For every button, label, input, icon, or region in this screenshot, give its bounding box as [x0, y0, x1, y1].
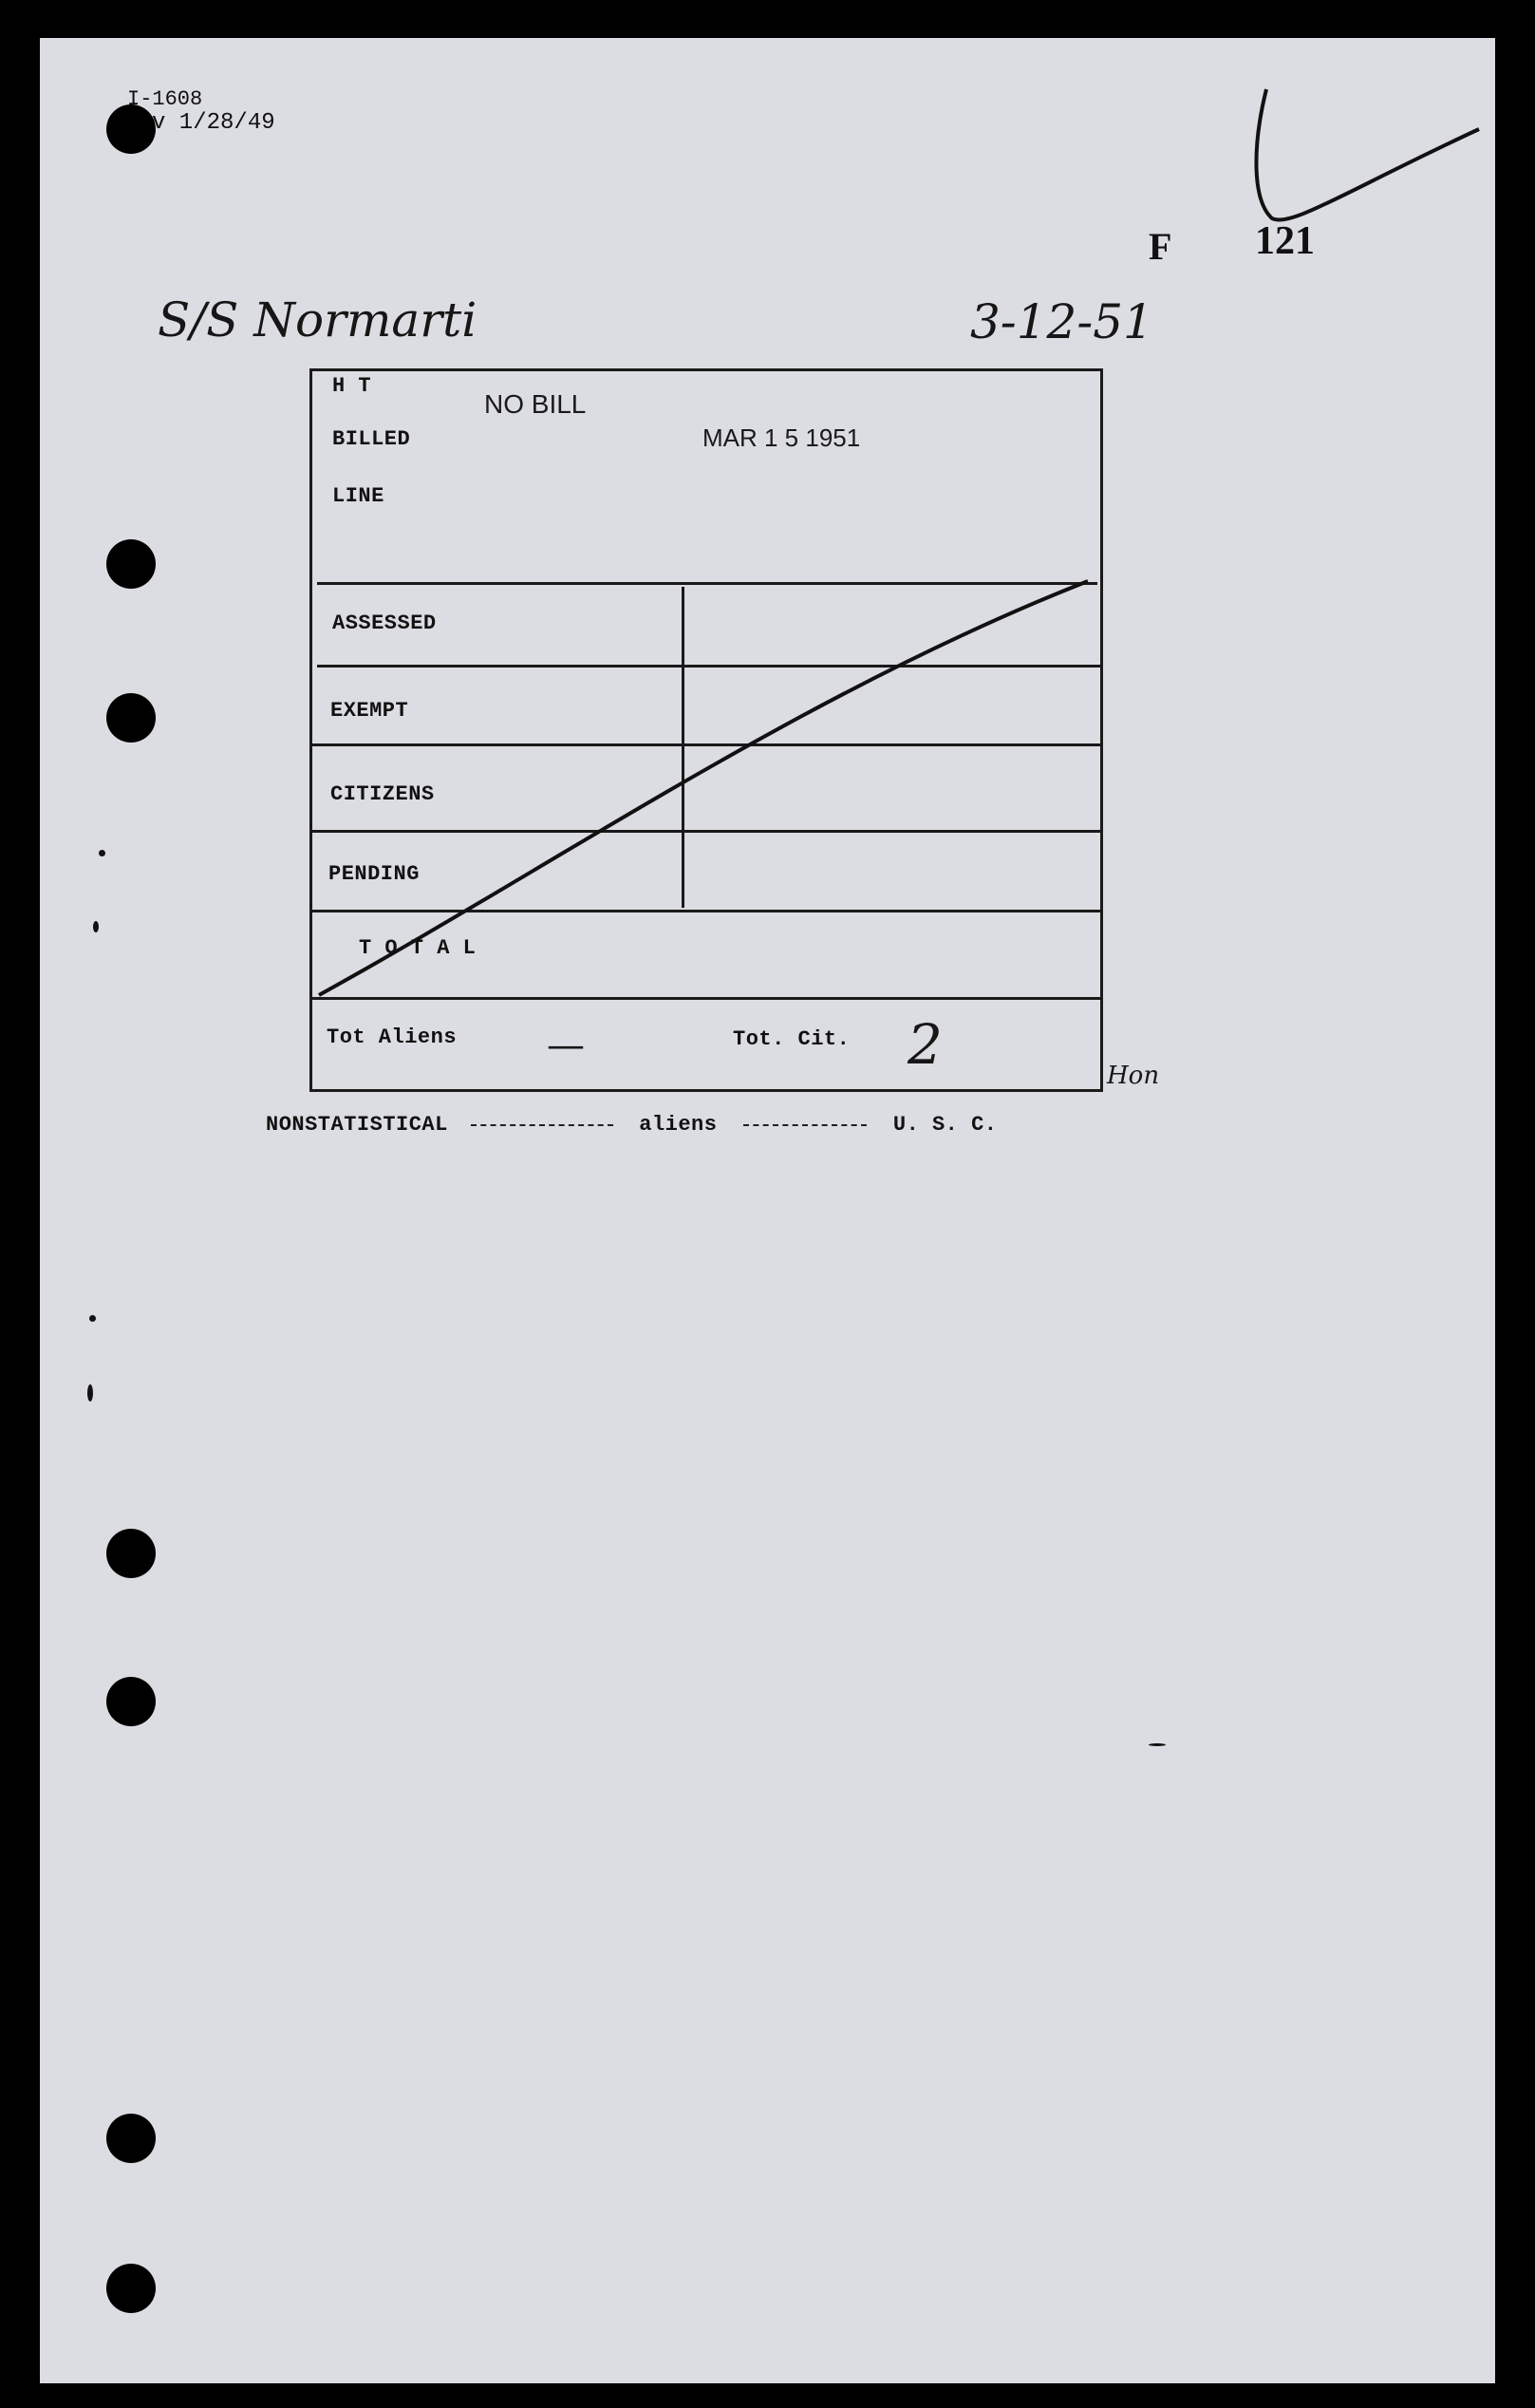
nonstatistical-label: NONSTATISTICAL	[266, 1113, 448, 1137]
nonstatistical-line	[266, 1113, 998, 1137]
no-bill-stamp: NO BILL	[484, 389, 587, 419]
form-number: I-1608	[127, 87, 203, 111]
row-label-pending: PENDING	[328, 862, 420, 886]
nonstatistical-usc-blank	[743, 1123, 867, 1126]
page-number: 121	[1255, 219, 1315, 263]
speck	[87, 1384, 93, 1402]
speck	[89, 1315, 96, 1322]
nonstatistical-aliens-blank	[471, 1123, 613, 1126]
tot-cit-label: Tot. Cit.	[733, 1027, 851, 1051]
aliens-label: aliens	[639, 1113, 718, 1137]
punch-hole-2	[106, 539, 156, 589]
row-label-exempt: EXEMPT	[330, 699, 409, 723]
tot-aliens-value: —	[547, 1024, 585, 1067]
punch-hole-7	[106, 2264, 156, 2313]
speck	[99, 850, 105, 856]
ht-label: H T	[332, 374, 372, 398]
speck	[1149, 1743, 1166, 1746]
total-label: T O T A L	[359, 936, 477, 960]
billed-label: BILLED	[332, 427, 411, 451]
row-label-assessed: ASSESSED	[332, 611, 437, 635]
line-label: LINE	[332, 484, 384, 508]
punch-hole-3	[106, 693, 156, 743]
handwritten-initials: Hon	[1107, 1062, 1160, 1090]
speck	[93, 921, 99, 932]
punch-hole-4	[106, 1529, 156, 1578]
tot-cit-value: 2	[908, 1012, 943, 1077]
punch-hole-6	[106, 2114, 156, 2163]
handwritten-date: 3-12-51	[970, 294, 1153, 349]
punch-hole-1	[106, 104, 156, 154]
check-mark-icon	[1234, 85, 1490, 237]
ship-name: S/S Normarti	[158, 292, 477, 348]
form-revision: v 1/28/49	[152, 110, 275, 136]
usc-label: U. S. C.	[892, 1113, 998, 1137]
punch-hole-5	[106, 1677, 156, 1726]
date-stamp: MAR 1 5 1951	[702, 423, 861, 452]
row-label-citizens: CITIZENS	[330, 782, 435, 806]
tot-aliens-label: Tot Aliens	[327, 1025, 458, 1049]
cancel-line-icon	[309, 570, 1103, 1006]
page-marker: F	[1149, 225, 1170, 268]
